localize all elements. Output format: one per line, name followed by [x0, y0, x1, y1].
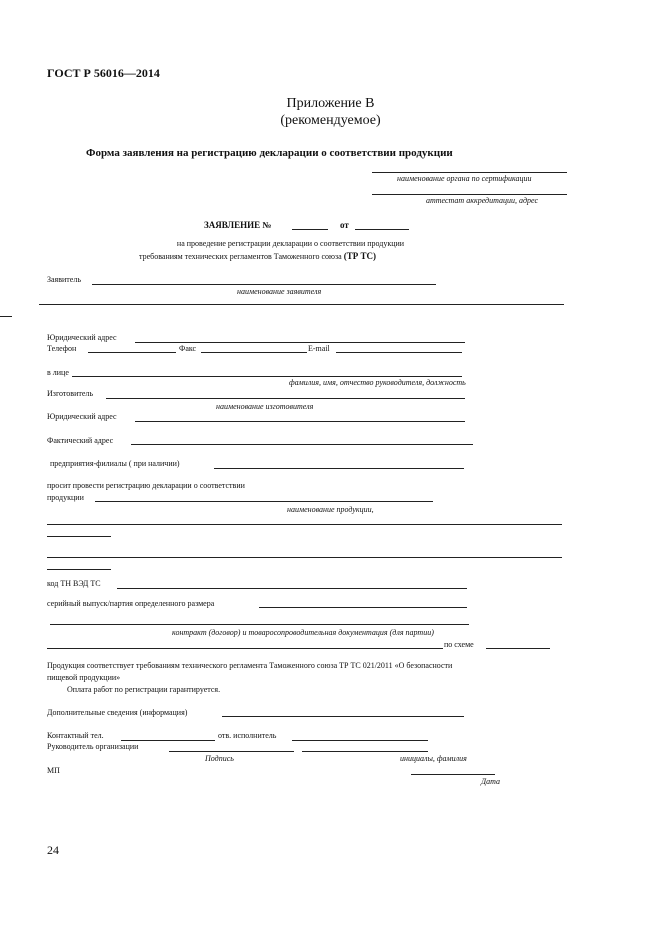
appendix-title: Приложение В: [286, 96, 375, 111]
compliance-line2: пищевой продукции»: [47, 673, 121, 682]
accreditation-line[interactable]: [372, 194, 567, 195]
contract-caption: контракт (договор) и товаросопроводительная документация (для партии): [172, 628, 434, 637]
product-field-line5[interactable]: [47, 569, 111, 570]
statement-line2: [139, 251, 376, 262]
applicant-label: Заявитель: [47, 275, 81, 284]
accreditation-caption: аттестат аккредитации, адрес: [426, 196, 539, 205]
standard-code: ГОСТ Р 56016—2014: [47, 66, 160, 80]
actual-address-label: Фактический адрес: [47, 436, 114, 445]
email-label: E-mail: [308, 344, 330, 353]
contract-field[interactable]: [50, 624, 469, 625]
scheme-field[interactable]: [486, 648, 550, 649]
statement-date-field[interactable]: [355, 229, 409, 230]
payment-guarantee: Оплата работ по регистрации гарантируется.: [67, 685, 221, 694]
fax-label: Факс: [179, 344, 197, 353]
contract-field-line2[interactable]: [47, 648, 443, 649]
statement-line2-text: требованиям технических регламентов Таможенного союза: [139, 252, 342, 261]
contact-phone-field[interactable]: [121, 740, 215, 741]
authority-line[interactable]: [372, 172, 567, 173]
head-label: Руководитель организации: [47, 742, 139, 751]
person-label: в лице: [47, 368, 69, 377]
additional-field[interactable]: [222, 716, 464, 717]
scheme-label: по схеме: [444, 640, 474, 649]
serial-label: серийный выпуск/партия определенного размера: [47, 599, 215, 608]
page-number: 24: [47, 843, 59, 857]
phone-label: Телефон: [47, 344, 77, 353]
margin-mark: [0, 316, 12, 317]
authority-caption: наименование органа по сертификации: [397, 174, 532, 183]
appendix-subtitle: (рекомендуемое): [280, 113, 381, 128]
applicant-caption: наименование заявителя: [237, 287, 322, 296]
name-caption: инициалы, фамилия: [400, 754, 467, 763]
legal-address-label-2: Юридический адрес: [47, 412, 117, 421]
stamp-label: МП: [47, 766, 60, 775]
code-field[interactable]: [117, 588, 467, 589]
compliance-line1: Продукция соответствует требованиям технического регламента Таможенного союза ТР ТС 021/2011 «О безопасности: [47, 661, 453, 670]
request-line1: просит провести регистрацию декларации о соответствии: [47, 481, 245, 490]
branches-field[interactable]: [214, 468, 464, 469]
product-field-line3[interactable]: [47, 536, 111, 537]
additional-label: Дополнительные сведения (информация): [47, 708, 188, 717]
statement-line1: на проведение регистрации декларации о соответствии продукции: [176, 239, 405, 248]
signature-caption: Подпись: [205, 754, 234, 763]
actual-address-field[interactable]: [131, 444, 473, 445]
request-line2: продукции: [47, 493, 84, 502]
branches-label: предприятия-филиалы ( при наличии): [50, 459, 180, 468]
phone-field[interactable]: [88, 352, 176, 353]
date-caption: Дата: [481, 777, 500, 786]
date-field[interactable]: [411, 774, 495, 775]
contact-phone-label: Контактный тел.: [47, 731, 104, 740]
legal-address-label: Юридический адрес: [47, 333, 117, 342]
legal-address-field[interactable]: [135, 342, 465, 343]
form-title: Форма заявления на регистрацию декларации о соответствии продукции: [86, 147, 453, 159]
statement-number-field[interactable]: [292, 229, 328, 230]
fax-field[interactable]: [201, 352, 307, 353]
applicant-field[interactable]: [92, 284, 436, 285]
product-field-line2[interactable]: [47, 524, 562, 525]
applicant-field-line2[interactable]: [39, 304, 564, 305]
statement-line2-code: (ТР ТС): [343, 251, 376, 261]
executor-label: отв. исполнитель: [218, 731, 277, 740]
manufacturer-label: Изготовитель: [47, 389, 94, 398]
email-field[interactable]: [336, 352, 462, 353]
manufacturer-field[interactable]: [106, 398, 465, 399]
product-caption: наименование продукции,: [287, 505, 374, 514]
person-caption: фамилия, имя, отчество руководителя, должность: [289, 378, 466, 387]
head-name-field[interactable]: [302, 751, 428, 752]
product-field-line4[interactable]: [47, 557, 562, 558]
statement-heading: ЗАЯВЛЕНИЕ №: [204, 220, 272, 230]
code-label: код ТН ВЭД ТС: [47, 579, 101, 588]
person-field[interactable]: [72, 376, 462, 377]
legal-address-field-2[interactable]: [135, 421, 465, 422]
serial-field[interactable]: [259, 607, 467, 608]
statement-date-prefix: от: [340, 220, 349, 230]
head-signature-field[interactable]: [169, 751, 294, 752]
product-field[interactable]: [95, 501, 433, 502]
manufacturer-caption: наименование изготовителя: [216, 402, 314, 411]
executor-field[interactable]: [292, 740, 428, 741]
